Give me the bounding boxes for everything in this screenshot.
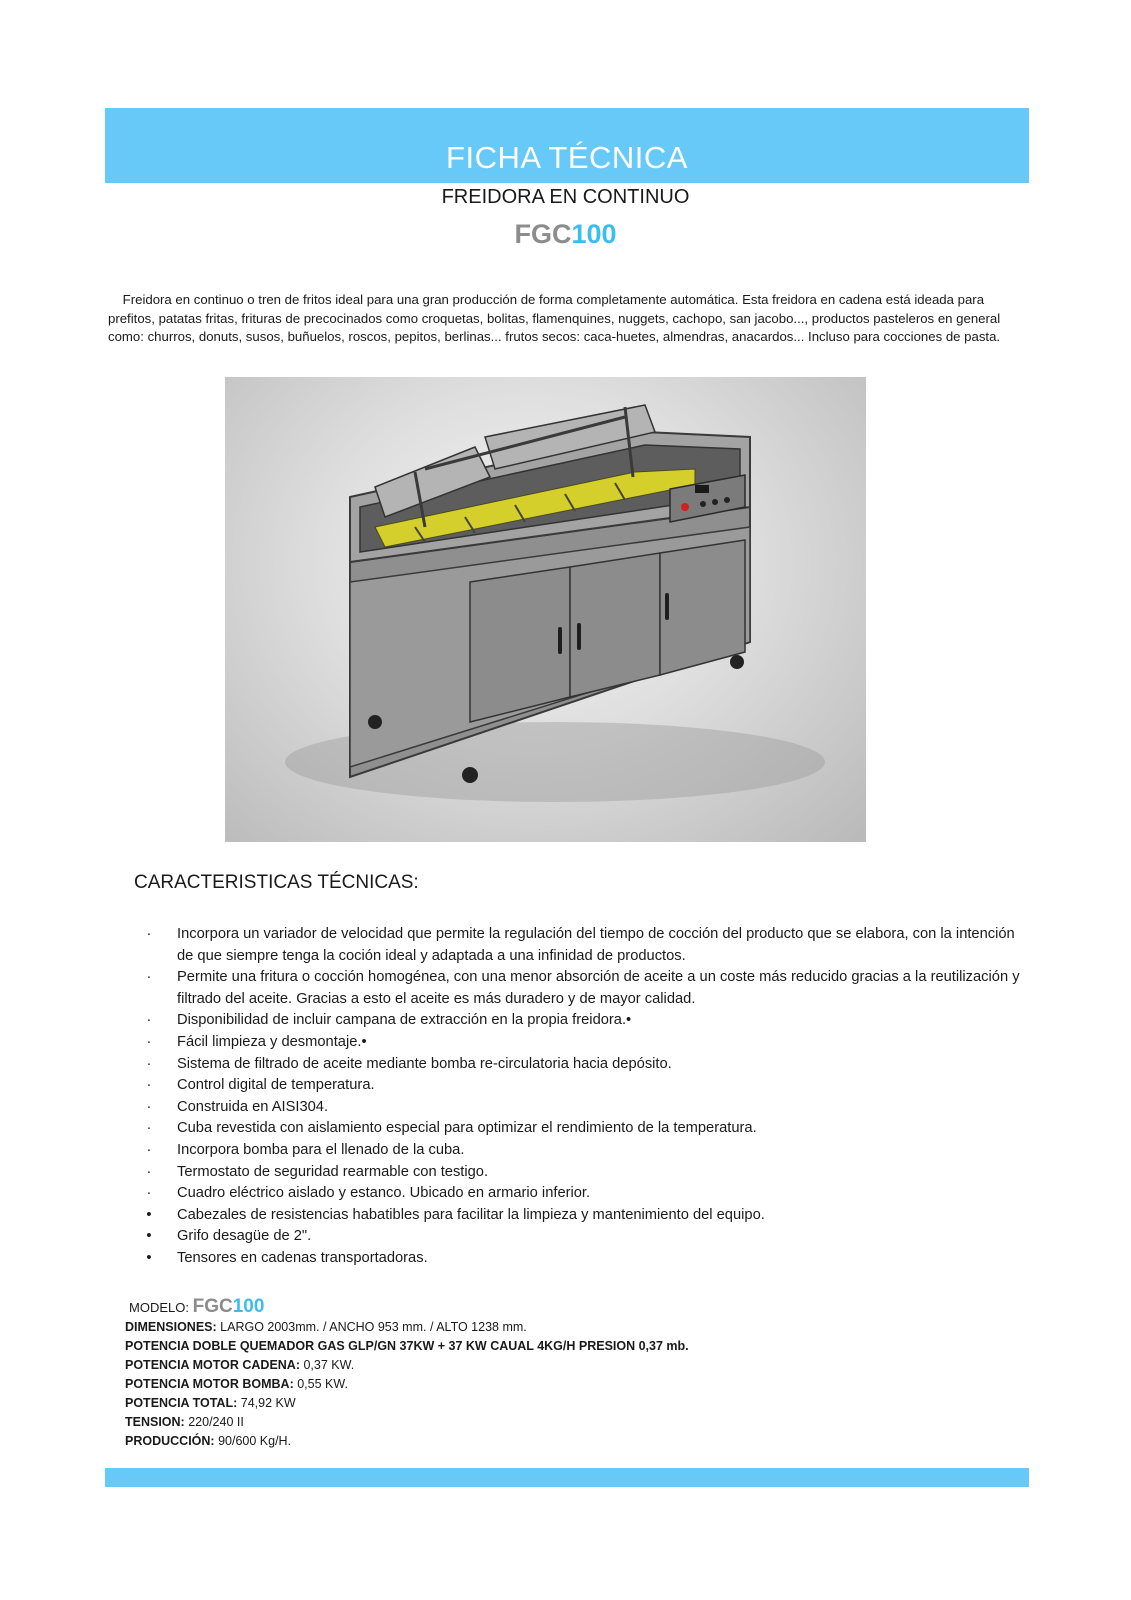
product-photo bbox=[225, 377, 866, 842]
title-banner bbox=[105, 108, 1029, 183]
bullet-icon: · bbox=[146, 1185, 152, 1202]
bullet-icon: • bbox=[146, 1228, 152, 1245]
feature-item bbox=[142, 1010, 1022, 1032]
bullet-icon: · bbox=[146, 1077, 152, 1094]
model-prefix: FGC bbox=[514, 219, 572, 249]
feature-text: Grifo desagüe de 2". bbox=[177, 1228, 312, 1245]
feature-item bbox=[142, 924, 1022, 967]
spec-value: 0,37 KW. bbox=[303, 1358, 355, 1372]
feature-item bbox=[142, 1118, 1022, 1140]
feature-text: Tensores en cadenas transportadoras. bbox=[177, 1249, 428, 1266]
spec-row bbox=[125, 1337, 1005, 1356]
model-code bbox=[0, 219, 1131, 250]
features-title: CARACTERISTICAS TÉCNICAS: bbox=[134, 872, 419, 893]
feature-text: Disponibilidad de incluir campana de extracción en la propia freidora.• bbox=[177, 1012, 632, 1029]
feature-item bbox=[142, 1162, 1022, 1184]
feature-item bbox=[142, 967, 1022, 1010]
modelo-code bbox=[193, 1296, 265, 1317]
spec-row bbox=[125, 1356, 1005, 1375]
fryer-illustration bbox=[225, 377, 866, 842]
feature-text: Incorpora bomba para el llenado de la cuba. bbox=[177, 1141, 465, 1158]
spec-value: 90/600 Kg/H. bbox=[218, 1434, 292, 1448]
feature-text: Fácil limpieza y desmontaje.• bbox=[177, 1033, 367, 1050]
spec-value: LARGO 2003mm. / ANCHO 953 mm. / ALTO 1238 mm. bbox=[220, 1320, 527, 1334]
spec-value: 0,55 KW. bbox=[297, 1377, 348, 1391]
feature-text: Cabezales de resistencias habatibles para facilitar la limpieza y mantenimiento del equipo. bbox=[177, 1206, 765, 1223]
intro-text: Freidora en continuo o tren de fritos ideal para una gran producción de forma completamente automática. Esta freidora en cadena está ideada para prefitos, patatas fritas, frituras de precocinados como croquetas, bolitas, flamenquines, nuggets, cachopo, san jacobo..., productos pasteleros en general como: churros, donuts, susos, buñuelos, roscos, pepitos, berlinas... frutos secos: caca-huetes, almendras, anacardos... Incluso para cocciones de pasta. bbox=[108, 292, 1001, 345]
feature-item bbox=[142, 1075, 1022, 1097]
spec-label: TENSION: bbox=[125, 1415, 185, 1429]
feature-item bbox=[142, 1054, 1022, 1076]
feature-item bbox=[142, 1097, 1022, 1119]
spec-label: POTENCIA MOTOR CADENA: bbox=[125, 1358, 300, 1372]
page-title: FICHA TÉCNICA bbox=[446, 140, 688, 175]
page-subtitle: FREIDORA EN CONTINUO bbox=[441, 186, 690, 208]
bullet-icon: · bbox=[146, 1120, 152, 1137]
feature-text: Cuadro eléctrico aislado y estanco. Ubicado en armario inferior. bbox=[177, 1185, 591, 1202]
bullet-icon: · bbox=[146, 1141, 152, 1158]
feature-text: Sistema de filtrado de aceite mediante bomba re-circulatoria hacia depósito. bbox=[177, 1055, 672, 1072]
spec-row bbox=[125, 1413, 1005, 1432]
feature-text: Construida en AISI304. bbox=[177, 1098, 329, 1115]
intro-paragraph bbox=[108, 291, 1020, 347]
feature-item bbox=[142, 1205, 1022, 1227]
feature-text: Incorpora un variador de velocidad que permite la regulación del tiempo de cocción del producto que se elabora, con la intención de que siempre tenga la coción ideal y adaptada a una infinidad de productos. bbox=[177, 926, 1015, 964]
spec-row bbox=[125, 1432, 1005, 1451]
feature-text: Control digital de temperatura. bbox=[177, 1077, 375, 1094]
feature-text: Cuba revestida con aislamiento especial para optimizar el rendimiento de la temperatura. bbox=[177, 1120, 757, 1137]
specs-block bbox=[125, 1296, 1005, 1451]
bullet-icon: • bbox=[146, 1249, 152, 1266]
bullet-icon: · bbox=[146, 1098, 152, 1115]
bullet-icon: · bbox=[146, 1033, 152, 1050]
feature-text: Termostato de seguridad rearmable con testigo. bbox=[177, 1163, 489, 1180]
feature-item bbox=[142, 1183, 1022, 1205]
spec-label: POTENCIA MOTOR BOMBA: bbox=[125, 1377, 294, 1391]
bullet-icon: · bbox=[146, 969, 152, 986]
spec-row bbox=[125, 1375, 1005, 1394]
spec-label: PRODUCCIÓN: bbox=[125, 1434, 215, 1448]
spec-row bbox=[125, 1394, 1005, 1413]
modelo-number: 100 bbox=[232, 1296, 265, 1317]
bullet-icon: · bbox=[146, 926, 152, 942]
bullet-icon: · bbox=[146, 1012, 152, 1029]
feature-item bbox=[142, 1032, 1022, 1054]
bullet-icon: · bbox=[146, 1055, 152, 1072]
spec-label: POTENCIA DOBLE QUEMADOR GAS GLP/GN 37KW + 37 KW CAUAL 4KG/H PRESION 0,37 mb. bbox=[125, 1339, 689, 1353]
spec-row bbox=[125, 1318, 1005, 1337]
bullet-icon: • bbox=[146, 1206, 152, 1223]
feature-item bbox=[142, 1248, 1022, 1270]
feature-item bbox=[142, 1226, 1022, 1248]
feature-item bbox=[142, 1140, 1022, 1162]
features-list bbox=[142, 924, 1022, 1270]
model-number: 100 bbox=[571, 219, 617, 249]
spec-label: DIMENSIONES: bbox=[125, 1320, 217, 1334]
feature-text: Permite una fritura o cocción homogénea, con una menor absorción de aceite a un coste más reducido gracias a la reutilización y filtrado del aceite. Gracias a esto el aceite es más duradero y de mayor calidad. bbox=[177, 969, 1020, 1007]
bullet-icon: · bbox=[146, 1163, 152, 1180]
modelo-line bbox=[129, 1296, 1005, 1318]
modelo-prefix: FGC bbox=[192, 1296, 233, 1317]
modelo-label: MODELO: bbox=[129, 1300, 189, 1315]
spec-label: POTENCIA TOTAL: bbox=[125, 1396, 238, 1410]
footer-bar bbox=[105, 1468, 1029, 1487]
spec-value: 220/240 II bbox=[188, 1415, 244, 1429]
spec-value: 74,92 KW bbox=[240, 1396, 296, 1410]
